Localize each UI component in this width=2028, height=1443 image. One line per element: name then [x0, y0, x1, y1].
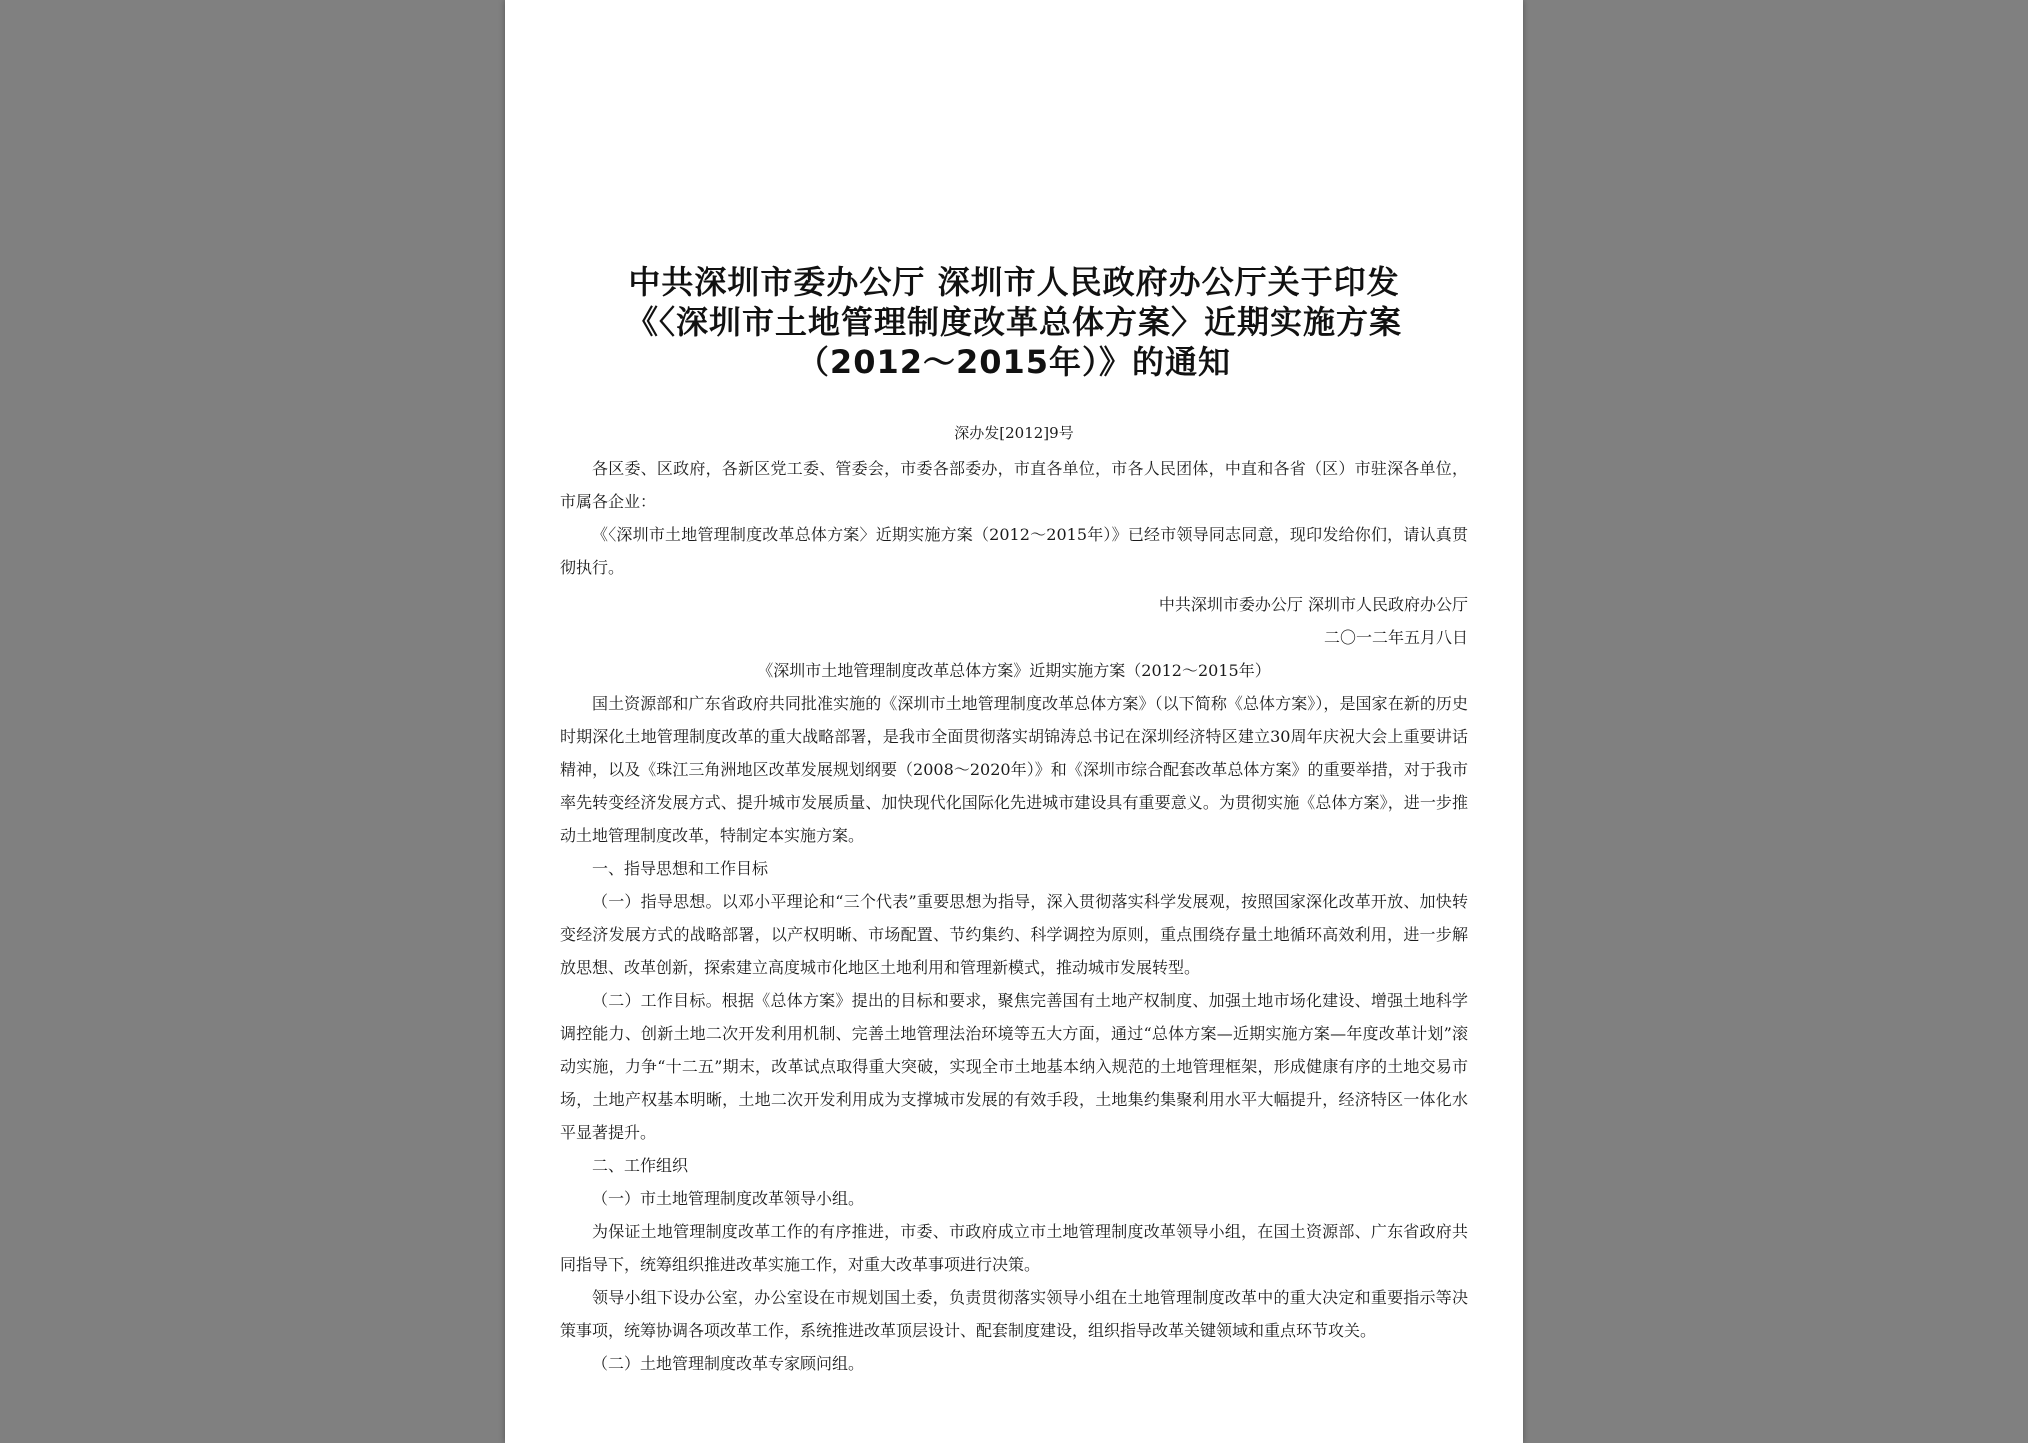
- addressee-paragraph: 各区委、区政府，各新区党工委、管委会，市委各部委办，市直各单位，市各人民团体，中直和各省（区）市驻深各单位，市属各企业：: [560, 459, 1468, 511]
- document-number: 深办发[2012]9号: [954, 424, 1074, 442]
- document-page: [505, 0, 1523, 1443]
- notice-paragraph: 《〈深圳市土地管理制度改革总体方案〉近期实施方案（2012～2015年）》已经市领导同志同意，现印发给你们，请认真贯彻执行。: [560, 525, 1468, 577]
- body-paragraph: 国土资源部和广东省政府共同批准实施的《深圳市土地管理制度改革总体方案》（以下简称《总体方案》），是国家在新的历史时期深化土地管理制度改革的重大战略部署，是我市全面贯彻落实胡锦涛总书记在深圳经济特区建立30周年庆祝大会上重要讲话精神，以及《珠江三角洲地区改革发展规划纲要（2008～2020年）》和《深圳市综合配套改革总体方案》的重要举措，对于我市率先转变经济发展方式、提升城市发展质量、加快现代化国际化先进城市建设具有重要意义。为贯彻实施《总体方案》，进一步推动土地管理制度改革，特制定本实施方案。: [560, 694, 1468, 845]
- document-title: [560, 262, 1468, 382]
- subsection-heading: （一）市土地管理制度改革领导小组。: [592, 1189, 865, 1208]
- body-paragraph: 为保证土地管理制度改革工作的有序推进，市委、市政府成立市土地管理制度改革领导小组，在国土资源部、广东省政府共同指导下，统筹组织推进改革实施工作，对重大改革事项进行决策。: [560, 1222, 1468, 1274]
- subsection-heading: （二）土地管理制度改革专家顾问组。: [592, 1354, 865, 1373]
- section-heading: 一、指导思想和工作目标: [592, 859, 769, 878]
- issue-date: 二〇一二年五月八日: [1323, 628, 1468, 647]
- document-body: [560, 452, 1468, 1380]
- issuer-signature: 中共深圳市委办公厅 深圳市人民政府办公厅: [1158, 595, 1468, 614]
- title-line-2: 《〈深圳市土地管理制度改革总体方案〉近期实施方案: [625, 303, 1402, 341]
- body-paragraph: （二）工作目标。根据《总体方案》提出的目标和要求，聚焦完善国有土地产权制度、加强土地市场化建设、增强土地科学调控能力、创新土地二次开发利用机制、完善土地管理法治环境等五大方面，通过“总体方案—近期实施方案—年度改革计划”滚动实施，力争“十二五”期末，改革试点取得重大突破，实现全市土地基本纳入规范的土地管理框架，形成健康有序的土地交易市场，土地产权基本明晰，土地二次开发利用成为支撑城市发展的有效手段，土地集约集聚利用水平大幅提升，经济特区一体化水平显著提升。: [560, 991, 1468, 1142]
- body-paragraph: 领导小组下设办公室，办公室设在市规划国土委，负责贯彻落实领导小组在土地管理制度改革中的重大决定和重要指示等决策事项，统筹协调各项改革工作，系统推进改革顶层设计、配套制度建设，组织指导改革关键领域和重点环节攻关。: [560, 1288, 1468, 1340]
- annex-title: 《深圳市土地管理制度改革总体方案》近期实施方案（2012～2015年）: [757, 661, 1271, 680]
- title-line-1: 中共深圳市委办公厅 深圳市人民政府办公厅关于印发: [628, 263, 1400, 301]
- section-heading: 二、工作组织: [592, 1156, 689, 1175]
- title-line-3: （2012～2015年）》的通知: [796, 343, 1232, 381]
- body-paragraph: （一）指导思想。以邓小平理论和“三个代表”重要思想为指导，深入贯彻落实科学发展观，按照国家深化改革开放、加快转变经济发展方式的战略部署，以产权明晰、市场配置、节约集约、科学调控为原则，重点围绕存量土地循环高效利用，进一步解放思想、改革创新，探索建立高度城市化地区土地利用和管理新模式，推动城市发展转型。: [560, 892, 1468, 977]
